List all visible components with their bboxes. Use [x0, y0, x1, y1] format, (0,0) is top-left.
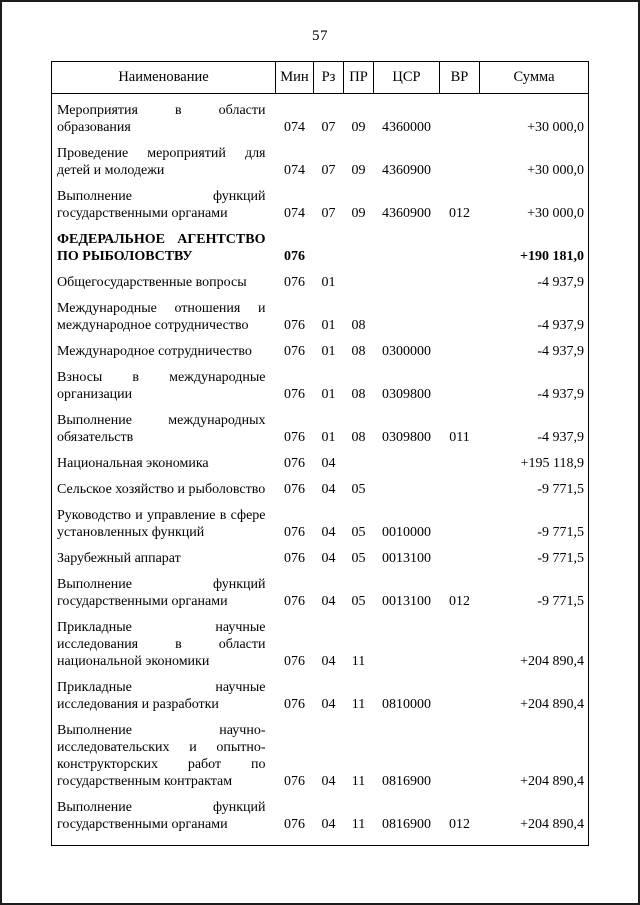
cell-pr: 05: [351, 551, 366, 566]
cell-name: Выполнение международных обязательств: [57, 413, 266, 445]
table-row: [52, 180, 589, 223]
cell-rz: 01: [321, 387, 336, 402]
cell-pr: 09: [351, 206, 366, 221]
cell-rz: 01: [321, 318, 336, 333]
cell-min: 076: [284, 456, 305, 471]
cell-pr: 11: [351, 817, 366, 832]
col-header-min: Мин: [276, 62, 314, 94]
table-row: [52, 447, 589, 473]
col-header-vr: ВР: [440, 62, 480, 94]
cell-vr: [440, 266, 480, 292]
cell-name: Выполнение научно-исследовательских и опытно-конструкторских работ по государственным контрактам: [57, 723, 266, 789]
cell-min: 076: [284, 275, 305, 290]
table-row: [52, 223, 589, 266]
table-row: [52, 473, 589, 499]
table-row: [52, 292, 589, 335]
cell-pr: 09: [351, 163, 366, 178]
cell-min: 076: [284, 774, 305, 789]
cell-min: 076: [284, 318, 305, 333]
cell-sum: -9 771,5: [537, 525, 584, 540]
table-row: [52, 499, 589, 542]
table-row: [52, 542, 589, 568]
cell-sum: -9 771,5: [537, 551, 584, 566]
cell-vr: [440, 447, 480, 473]
cell-min: 076: [284, 654, 305, 669]
cell-csr: [374, 292, 440, 335]
cell-rz: [314, 223, 344, 266]
cell-name: Выполнение функций государственными органами: [57, 577, 266, 609]
cell-name: Выполнение функций государственными органами: [57, 189, 266, 221]
cell-min: 076: [284, 525, 305, 540]
cell-rz: 01: [321, 275, 336, 290]
table-row: [52, 361, 589, 404]
cell-rz: 07: [321, 120, 336, 135]
cell-rz: 04: [321, 551, 336, 566]
cell-name: Проведение мероприятий для детей и молодежи: [57, 146, 266, 178]
cell-csr: 0013100: [382, 594, 431, 609]
cell-name: ФЕДЕРАЛЬНОЕ АГЕНТСТВО ПО РЫБОЛОВСТВУ: [57, 232, 266, 264]
cell-pr: 08: [351, 387, 366, 402]
cell-vr: [440, 473, 480, 499]
cell-vr: 012: [449, 594, 470, 609]
cell-name: Прикладные научные исследования в области национальной экономики: [57, 620, 266, 669]
cell-min: 076: [284, 697, 305, 712]
cell-rz: 04: [321, 654, 336, 669]
cell-name: Международное сотрудничество: [57, 344, 252, 359]
cell-min: 076: [284, 817, 305, 832]
table-body: [52, 94, 589, 846]
cell-sum: +30 000,0: [527, 206, 584, 221]
cell-pr: [344, 447, 374, 473]
cell-vr: [440, 292, 480, 335]
cell-csr: 0300000: [382, 344, 431, 359]
cell-name: Взносы в международные организации: [57, 370, 266, 402]
table-header-row: [52, 62, 589, 94]
cell-csr: 0309800: [382, 430, 431, 445]
cell-vr: [440, 611, 480, 671]
cell-rz: 04: [321, 697, 336, 712]
cell-sum: -9 771,5: [537, 482, 584, 497]
cell-vr: [440, 542, 480, 568]
cell-sum: +195 118,9: [520, 456, 584, 471]
cell-min: 074: [284, 163, 305, 178]
cell-name: Сельское хозяйство и рыболовство: [57, 482, 266, 497]
cell-rz: 01: [321, 430, 336, 445]
cell-pr: 11: [351, 654, 366, 669]
table-row: [52, 671, 589, 714]
cell-min: 076: [284, 430, 305, 445]
col-header-pr: ПР: [344, 62, 374, 94]
cell-min: 076: [284, 482, 305, 497]
cell-rz: 04: [321, 482, 336, 497]
cell-vr: [440, 223, 480, 266]
cell-csr: 0013100: [382, 551, 431, 566]
cell-pr: [344, 266, 374, 292]
cell-min: 076: [284, 387, 305, 402]
cell-min: 074: [284, 120, 305, 135]
cell-rz: 04: [321, 594, 336, 609]
cell-min: 076: [284, 551, 305, 566]
cell-vr: [440, 361, 480, 404]
cell-name: Руководство и управление в сфере установленных функций: [57, 508, 266, 540]
cell-sum: -4 937,9: [537, 318, 584, 333]
cell-sum: -4 937,9: [537, 275, 584, 290]
cell-sum: -4 937,9: [537, 430, 584, 445]
cell-pr: [344, 223, 374, 266]
cell-pr: 09: [351, 120, 366, 135]
cell-min: 076: [284, 594, 305, 609]
table-row: [52, 266, 589, 292]
cell-vr: [440, 335, 480, 361]
cell-pr: 11: [351, 774, 366, 789]
col-header-sum: Сумма: [480, 62, 589, 94]
cell-csr: 0816900: [382, 817, 431, 832]
cell-sum: +204 890,4: [520, 817, 584, 832]
cell-csr: 4360000: [382, 120, 431, 135]
cell-vr: [440, 94, 480, 138]
table-row: [52, 714, 589, 791]
cell-sum: +204 890,4: [520, 774, 584, 789]
cell-csr: [374, 223, 440, 266]
cell-pr: 08: [351, 344, 366, 359]
cell-pr: 11: [351, 697, 366, 712]
cell-vr: 012: [449, 206, 470, 221]
cell-vr: [440, 137, 480, 180]
cell-rz: 04: [321, 525, 336, 540]
cell-min: 076: [284, 249, 305, 264]
col-header-csr: ЦСР: [374, 62, 440, 94]
table-row: [52, 94, 589, 138]
cell-csr: 4360900: [382, 163, 431, 178]
cell-name: Зарубежный аппарат: [57, 551, 181, 566]
cell-name: Выполнение функций государственными органами: [57, 800, 266, 832]
cell-name: Мероприятия в области образования: [57, 103, 266, 135]
cell-sum: -9 771,5: [537, 594, 584, 609]
cell-csr: 0816900: [382, 774, 431, 789]
cell-sum: -4 937,9: [537, 344, 584, 359]
cell-vr: 011: [449, 430, 470, 445]
cell-vr: 012: [449, 817, 470, 832]
cell-name: Международные отношения и международное сотрудничество: [57, 301, 266, 333]
table-row: [52, 791, 589, 846]
table-row: [52, 568, 589, 611]
cell-pr: 05: [351, 525, 366, 540]
cell-csr: [374, 447, 440, 473]
cell-vr: [440, 671, 480, 714]
table-row: [52, 137, 589, 180]
cell-sum: -4 937,9: [537, 387, 584, 402]
cell-sum: +204 890,4: [520, 654, 584, 669]
cell-csr: [374, 266, 440, 292]
cell-name: Прикладные научные исследования и разработки: [57, 680, 266, 712]
budget-table: [51, 61, 589, 846]
table-row: [52, 404, 589, 447]
table-row: [52, 335, 589, 361]
cell-pr: 08: [351, 430, 366, 445]
cell-min: 076: [284, 344, 305, 359]
cell-csr: 0810000: [382, 697, 431, 712]
cell-vr: [440, 499, 480, 542]
cell-rz: 04: [321, 774, 336, 789]
cell-name: Национальная экономика: [57, 456, 209, 471]
cell-rz: 07: [321, 163, 336, 178]
cell-csr: [374, 473, 440, 499]
cell-vr: [440, 714, 480, 791]
cell-name: Общегосударственные вопросы: [57, 275, 247, 290]
cell-rz: 04: [321, 817, 336, 832]
cell-rz: 07: [321, 206, 336, 221]
cell-min: 074: [284, 206, 305, 221]
cell-sum: +30 000,0: [527, 163, 584, 178]
page-number: 57: [312, 28, 328, 44]
cell-sum: +190 181,0: [520, 249, 584, 264]
cell-csr: 4360900: [382, 206, 431, 221]
cell-sum: +204 890,4: [520, 697, 584, 712]
cell-csr: [374, 611, 440, 671]
cell-rz: 04: [321, 456, 336, 471]
table-row: [52, 611, 589, 671]
cell-pr: 05: [351, 594, 366, 609]
cell-pr: 05: [351, 482, 366, 497]
col-header-name: Наименование: [52, 62, 276, 94]
col-header-rz: Рз: [314, 62, 344, 94]
cell-csr: 0309800: [382, 387, 431, 402]
cell-rz: 01: [321, 344, 336, 359]
cell-csr: 0010000: [382, 525, 431, 540]
cell-pr: 08: [351, 318, 366, 333]
cell-sum: +30 000,0: [527, 120, 584, 135]
